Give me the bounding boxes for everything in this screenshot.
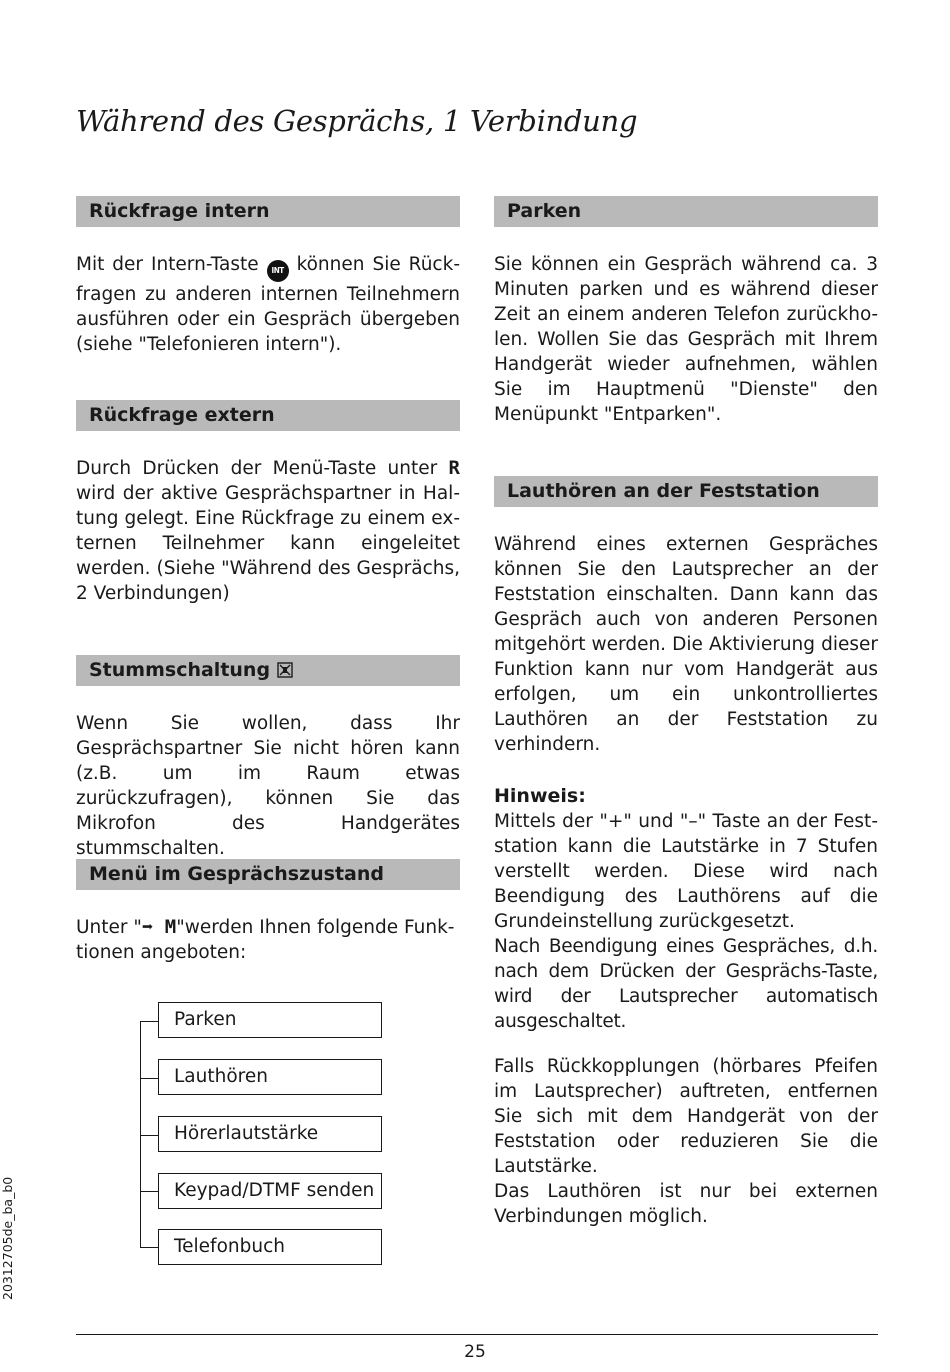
arrow-menu-icon: ➡ M bbox=[141, 916, 177, 938]
text-segment: wird der aktive Gesprächspartner in Haltung gelegt. Eine Rückfrage zu einem externen Teilnehmer kann eingeleitet werden. (Siehe "Während des Gesprächs, 2 Verbindungen) bbox=[76, 483, 460, 604]
tree-branch bbox=[140, 1135, 158, 1136]
text-segment: Durch Drücken der Menü-Taste unter bbox=[76, 458, 449, 479]
tree-branch bbox=[140, 1247, 158, 1248]
menu-item-lauthoeren: Lauthören bbox=[158, 1059, 382, 1095]
mute-icon bbox=[277, 662, 293, 678]
menu-item-keypad-dtmf: Keypad/DTMF senden bbox=[158, 1173, 382, 1209]
hinweis-label: Hinweis: bbox=[494, 785, 586, 807]
int-key-icon: INT bbox=[267, 260, 289, 282]
heading-lauthoeren: Lauthören an der Feststation bbox=[494, 476, 878, 507]
document-code: 20312705de_ba_b0 bbox=[0, 1176, 15, 1300]
menu-item-telefonbuch: Telefonbuch bbox=[158, 1229, 382, 1265]
text-segment: können Sie Rückfragen zu anderen internen Teilnehmern ausführen oder ein Gespräch übergeben (siehe "Telefonieren intern"). bbox=[76, 254, 460, 355]
heading-rueckfrage-extern: Rückfrage extern bbox=[76, 400, 460, 431]
heading-text: Stummschaltung bbox=[89, 659, 271, 681]
menu-item-hoererlautstaerke: Hörerlautstärke bbox=[158, 1116, 382, 1152]
menu-item-parken: Parken bbox=[158, 1002, 382, 1038]
hinweis-text-2: Nach Beendigung eines Gespräches, d.h. nach dem Drücken der Gesprächs-Taste, wird der Lautsprecher automatisch ausgeschaltet. bbox=[494, 936, 878, 1032]
hinweis-text-1: Mittels der "+" und "–" Taste an der Feststation kann die Lautstärke in 7 Stufen verstellt werden. Diese wird nach Beendigung des Lauthörens auf die Grundeinstellung zurückgesetzt. bbox=[494, 811, 878, 932]
paragraph-rueckfrage-intern bbox=[76, 252, 460, 357]
paragraph-menue bbox=[76, 915, 460, 965]
paragraph-lauthoeren: Während eines externen Gespräches können Sie den Lautsprecher an der Feststation einschalten. Dann kann das Gespräch auch von anderen Personen mitgehört werden. Die Aktivierung dieser Funktion kann nur vom Handgerät aus erfolgen, um ein unkontrolliertes Lauthören an der Feststation zu verhindern. bbox=[494, 534, 878, 755]
heading-parken: Parken bbox=[494, 196, 878, 227]
paragraph-parken: Sie können ein Gespräch während ca. 3 Minuten parken und es während dieser Zeit an einem anderen Telefon zurückholen. Wollen Sie das Gespräch mit Ihrem Handgerät wieder aufnehmen, wählen Sie im Hauptmenü "Dienste" den Menüpunkt "Entparken". bbox=[494, 254, 878, 425]
hinweis-text-3: Falls Rückkopplungen (hörbares Pfeifen im Lautsprecher) auftreten, entfernen Sie sich mit dem Handgerät von der Feststation oder reduzieren Sie die Lautstärke. bbox=[494, 1056, 878, 1177]
footer-rule bbox=[76, 1334, 878, 1335]
paragraph-stummschaltung: Wenn Sie wollen, dass Ihr Gesprächspartner Sie nicht hören kann (z.B. um im Raum etwas zurückzufragen), können Sie das Mikrofon des Handgerätes stummschalten. bbox=[76, 713, 460, 859]
page-number: 25 bbox=[464, 1342, 486, 1362]
heading-menue: Menü im Gesprächszustand bbox=[76, 859, 460, 890]
text-segment: "werden Ihnen folgende Funktionen angeboten: bbox=[76, 917, 455, 963]
r-key-icon: R bbox=[448, 457, 460, 479]
text-segment: Mit der Intern-Taste bbox=[76, 254, 267, 275]
tree-branch bbox=[140, 1191, 158, 1192]
hinweis-block bbox=[494, 784, 878, 1229]
paragraph-rueckfrage-extern bbox=[76, 456, 460, 606]
heading-rueckfrage-intern: Rückfrage intern bbox=[76, 196, 460, 227]
page-title: Während des Gesprächs, 1 Verbindung bbox=[76, 104, 638, 138]
tree-branch bbox=[140, 1021, 158, 1022]
hinweis-text-4: Das Lauthören ist nur bei externen Verbindungen möglich. bbox=[494, 1181, 878, 1227]
tree-branch bbox=[140, 1078, 158, 1079]
tree-connector bbox=[140, 1021, 141, 1247]
text-segment: Unter " bbox=[76, 917, 142, 938]
heading-stummschaltung bbox=[76, 655, 460, 686]
